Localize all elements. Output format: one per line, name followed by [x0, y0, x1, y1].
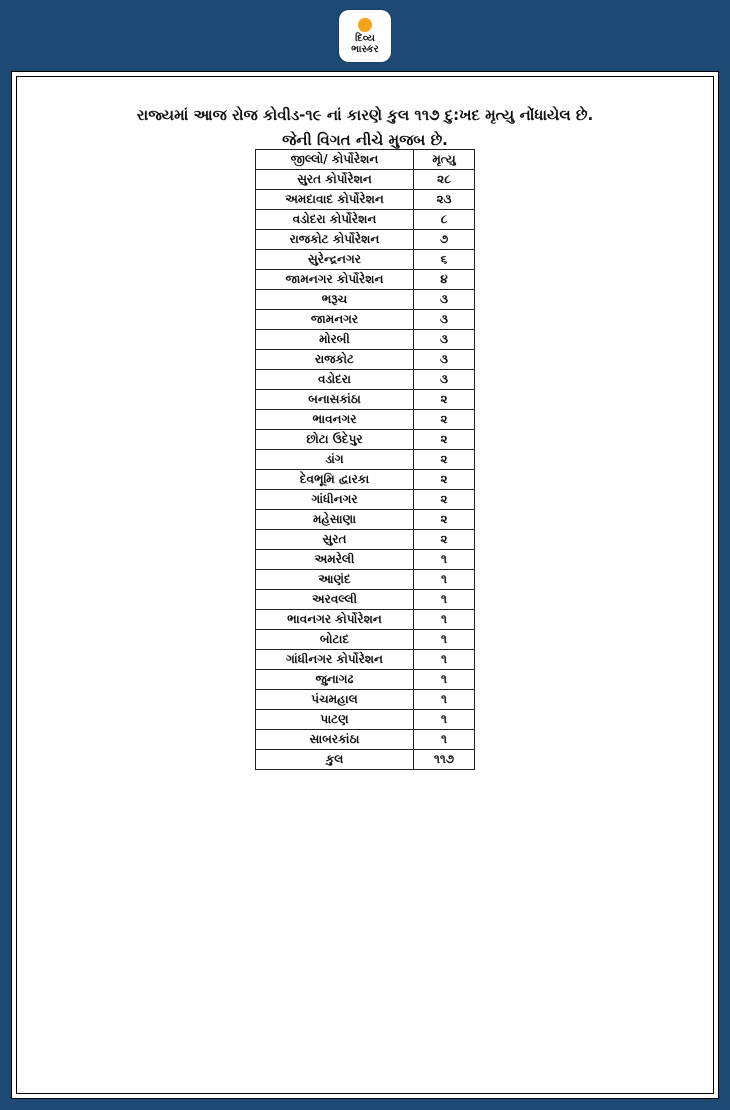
district-cell: વડોદરા [256, 370, 414, 390]
deaths-cell: ૩ [414, 330, 475, 350]
table-row [256, 590, 475, 610]
sun-icon [358, 18, 372, 32]
deaths-cell: ૨૩ [414, 190, 475, 210]
district-cell: દેવભૂમિ દ્વારકા [256, 470, 414, 490]
deaths-cell: ૨ [414, 530, 475, 550]
table-row [256, 330, 475, 350]
deaths-cell: ૮ [414, 210, 475, 230]
deaths-cell: ૨ [414, 490, 475, 510]
district-cell: અમરેલી [256, 550, 414, 570]
deaths-cell: ૨ [414, 430, 475, 450]
district-cell: આણંદ [256, 570, 414, 590]
district-cell: ભરૂચ [256, 290, 414, 310]
deaths-cell: ૨૮ [414, 170, 475, 190]
deaths-table [255, 149, 475, 770]
table-row [256, 190, 475, 210]
deaths-cell: ૧ [414, 730, 475, 750]
document-frame [11, 71, 719, 1099]
deaths-cell: ૭ [414, 230, 475, 250]
table-row [256, 370, 475, 390]
table-row [256, 210, 475, 230]
district-cell: સુરેન્દ્રનગર [256, 250, 414, 270]
district-cell: જુનાગઢ [256, 670, 414, 690]
district-cell: વડોદરા કોર્પોરેશન [256, 210, 414, 230]
table-row [256, 730, 475, 750]
total-value-cell: ૧૧૭ [414, 750, 475, 770]
table-header-row [256, 150, 475, 170]
table-row [256, 490, 475, 510]
deaths-cell: ૨ [414, 510, 475, 530]
table-row [256, 550, 475, 570]
divya-bhaskar-logo [339, 10, 391, 62]
district-cell: અરવલ્લી [256, 590, 414, 610]
deaths-cell: ૧ [414, 630, 475, 650]
table-row [256, 610, 475, 630]
total-row [256, 750, 475, 770]
district-cell: પાટણ [256, 710, 414, 730]
deaths-cell: ૬ [414, 250, 475, 270]
district-cell: બનાસકાંઠા [256, 390, 414, 410]
district-cell: સુરત કોર્પોરેશન [256, 170, 414, 190]
table-row [256, 470, 475, 490]
district-cell: જામનગર [256, 310, 414, 330]
header-deaths: મૃત્યુ [414, 150, 475, 170]
table-row [256, 450, 475, 470]
logo-text-line1: દિવ્ય [355, 32, 375, 44]
district-cell: ભાવનગર કોર્પોરેશન [256, 610, 414, 630]
table-row [256, 170, 475, 190]
deaths-cell: ૨ [414, 450, 475, 470]
deaths-cell: ૧ [414, 590, 475, 610]
deaths-cell: ૧ [414, 650, 475, 670]
table-row [256, 670, 475, 690]
logo-text-line2: ભાસ્કર [351, 43, 379, 55]
district-cell: ગાંધીનગર [256, 490, 414, 510]
deaths-cell: ૧ [414, 710, 475, 730]
table-row [256, 230, 475, 250]
deaths-cell: ૧ [414, 690, 475, 710]
deaths-cell: ૧ [414, 570, 475, 590]
district-cell: જામનગર કોર્પોરેશન [256, 270, 414, 290]
district-cell: મોરબી [256, 330, 414, 350]
district-cell: છોટા ઉદેપુર [256, 430, 414, 450]
district-cell: પંચમહાલ [256, 690, 414, 710]
district-cell: મહેસાણા [256, 510, 414, 530]
table-row [256, 510, 475, 530]
deaths-cell: ૨ [414, 390, 475, 410]
table-row [256, 530, 475, 550]
district-cell: સાબરકાંઠા [256, 730, 414, 750]
table-row [256, 310, 475, 330]
table-row [256, 390, 475, 410]
table-row [256, 650, 475, 670]
table-row [256, 410, 475, 430]
table-row [256, 250, 475, 270]
district-cell: અમદાવાદ કોર્પોરેશન [256, 190, 414, 210]
district-cell: બોટાદ [256, 630, 414, 650]
district-cell: સુરત [256, 530, 414, 550]
table-row [256, 350, 475, 370]
deaths-cell: ૧ [414, 670, 475, 690]
district-cell: ડાંગ [256, 450, 414, 470]
district-cell: રાજકોટ [256, 350, 414, 370]
table-row [256, 630, 475, 650]
table-row [256, 710, 475, 730]
deaths-cell: ૧ [414, 610, 475, 630]
deaths-cell: ૩ [414, 370, 475, 390]
deaths-cell: ૪ [414, 270, 475, 290]
table-row [256, 570, 475, 590]
deaths-cell: ૧ [414, 550, 475, 570]
document-inner-border [16, 76, 714, 1094]
table-row [256, 270, 475, 290]
district-cell: ગાંધીનગર કોર્પોરેશન [256, 650, 414, 670]
deaths-cell: ૩ [414, 350, 475, 370]
header-district: જીલ્લો/ કોર્પોરેશન [256, 150, 414, 170]
table-row [256, 690, 475, 710]
deaths-cell: ૨ [414, 470, 475, 490]
total-label-cell: કુલ [256, 750, 414, 770]
deaths-cell: ૩ [414, 290, 475, 310]
district-cell: રાજકોટ કોર્પોરેશન [256, 230, 414, 250]
heading-line-2: જેની વિગત નીચે મુજબ છે. [282, 131, 448, 149]
deaths-cell: ૨ [414, 410, 475, 430]
document-heading [17, 103, 713, 153]
deaths-cell: ૩ [414, 310, 475, 330]
table-row [256, 290, 475, 310]
table-row [256, 430, 475, 450]
heading-line-1: રાજ્યમાં આજ રોજ કોવીડ-૧૯ નાં કારણે કુલ ૧૧૭ દુ:ખદ મૃત્યુ નોંધાયેલ છે. [136, 106, 594, 124]
district-cell: ભાવનગર [256, 410, 414, 430]
table-body [256, 170, 475, 770]
